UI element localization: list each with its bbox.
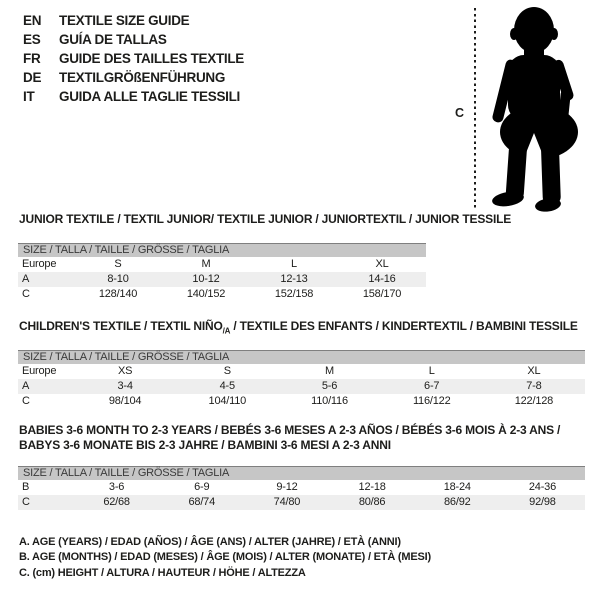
table-row-age	[18, 379, 585, 394]
value-cell: 18-24	[443, 481, 471, 493]
value-cell: 74/80	[273, 496, 301, 508]
header-cell: XL	[375, 258, 389, 270]
title-part: / TEXTILE DES ENFANTS / KINDERTEXTIL / BAMBINI TESSILE	[230, 319, 578, 333]
value-cell: 6-7	[424, 380, 440, 392]
lang-row-de	[23, 68, 244, 87]
footnote-c: C. (cm) HEIGHT / ALTURA / HAUTEUR / HÖHE / ALTEZZA	[19, 566, 306, 579]
lang-row-it	[23, 87, 244, 106]
table-row-age	[18, 272, 426, 287]
guide-title: TEXTILE SIZE GUIDE	[59, 13, 190, 28]
value-cell: 9-12	[276, 481, 298, 493]
header-cell: Europe	[22, 258, 57, 270]
junior-size-table	[18, 243, 426, 302]
size-header-bar: SIZE / TALLA / TAILLE / GRÖSSE / TAGLIA	[18, 466, 585, 480]
value-cell: 98/104	[108, 395, 142, 407]
title-subscript: /A	[222, 326, 231, 336]
header-cell: L	[291, 258, 297, 270]
value-cell: 140/152	[186, 288, 226, 300]
babies-table-title	[19, 423, 560, 452]
row-label: C	[22, 288, 30, 300]
row-label: A	[22, 380, 30, 392]
header-cell: L	[428, 365, 435, 377]
size-header-bar: SIZE / TALLA / TAILLE / GRÖSSE / TAGLIA	[18, 243, 426, 257]
header-cell: XL	[527, 365, 541, 377]
value-cell: 24-36	[528, 481, 557, 493]
guide-title: GUÍA DE TALLAS	[59, 32, 167, 47]
value-cell: 3-4	[117, 380, 133, 392]
language-title-list	[23, 11, 244, 106]
lang-code: FR	[23, 51, 41, 66]
header-cell: XS	[117, 365, 133, 377]
lang-row-fr	[23, 49, 244, 68]
value-cell: 5-6	[321, 380, 338, 392]
guide-title: GUIDA ALLE TAGLIE TESSILI	[59, 89, 240, 104]
footnote-a: A. AGE (YEARS) / EDAD (AÑOS) / ÂGE (ANS) / ALTER (JAHRE) / ETÀ (ANNI)	[19, 536, 401, 548]
children-table-title	[19, 319, 578, 339]
value-cell: 6-9	[194, 481, 210, 493]
table-header-row	[18, 257, 426, 272]
value-cell: 128/140	[98, 288, 138, 300]
value-cell: 80/86	[358, 496, 386, 508]
babies-size-table	[18, 466, 585, 510]
value-cell: 4-5	[219, 380, 235, 392]
baby-silhouette-image	[482, 5, 596, 212]
legend-footnotes	[19, 535, 431, 581]
babies-title-line1: BABIES 3-6 MONTH TO 2-3 YEARS / BEBÉS 3-6 MESES A 2-3 AÑOS / BÉBÉS 3-6 MOIS À 2-3 ANS /	[19, 423, 561, 437]
junior-table-title: JUNIOR TEXTILE / TEXTIL JUNIOR/ TEXTILE JUNIOR / JUNIORTEXTIL / JUNIOR TESSILE	[19, 212, 512, 226]
lang-code: DE	[23, 70, 42, 85]
value-cell: 12-13	[280, 273, 308, 285]
value-cell: 86/92	[444, 496, 471, 508]
value-cell: 152/158	[274, 288, 314, 300]
header-cell: M	[201, 258, 211, 270]
lang-code: EN	[23, 13, 42, 28]
babies-title-line2: BABYS 3-6 MONATE BIS 2-3 JAHRE / BAMBINI 3-6 MESI A 2-3 ANNI	[19, 437, 391, 452]
guide-title: TEXTILGRÖßENFÜHRUNG	[59, 70, 226, 85]
lang-code: ES	[23, 32, 41, 47]
row-label: C	[22, 496, 30, 508]
table-row-height	[18, 394, 585, 409]
table-header-row	[18, 364, 585, 379]
value-cell: 12-18	[358, 481, 386, 493]
header-cell: Europe	[22, 365, 57, 377]
value-cell: 68/74	[188, 496, 216, 508]
guide-title: GUIDE DES TAILLES TEXTILE	[59, 51, 245, 66]
lang-code: IT	[23, 89, 35, 104]
value-cell: 158/170	[362, 288, 402, 300]
row-label: A	[22, 273, 30, 285]
header-cell: M	[325, 365, 334, 377]
value-cell: 14-16	[368, 273, 396, 285]
size-header-bar: SIZE / TALLA / TAILLE / GRÖSSE / TAGLIA	[18, 350, 585, 364]
children-size-table	[18, 350, 585, 409]
value-cell: 3-6	[108, 481, 125, 493]
table-row-height	[18, 495, 585, 510]
value-cell: 92/98	[529, 496, 556, 508]
lang-row-en	[23, 11, 244, 30]
row-label: C	[22, 395, 30, 407]
row-label: B	[22, 481, 30, 493]
value-cell: 116/122	[412, 395, 451, 407]
value-cell: 8-10	[107, 273, 129, 285]
value-cell: 7-8	[526, 380, 542, 392]
value-cell: 122/128	[514, 395, 554, 407]
lang-row-es	[23, 30, 244, 49]
height-measure-dotted-line	[474, 8, 476, 209]
table-row-height	[18, 287, 426, 302]
value-cell: 62/68	[103, 496, 130, 508]
footnote-b: B. AGE (MONTHS) / EDAD (MESES) / ÂGE (MOIS) / ALTER (MONATE) / ETÀ (MESI)	[19, 551, 431, 564]
height-measure-label: C	[455, 106, 465, 120]
value-cell: 104/110	[208, 395, 247, 407]
table-row-age-months	[18, 480, 585, 495]
header-cell: S	[114, 258, 122, 270]
header-cell: S	[223, 365, 231, 377]
value-cell: 10-12	[192, 273, 220, 285]
title-part: CHILDREN'S TEXTILE / TEXTIL NIÑO	[19, 319, 223, 333]
value-cell: 110/116	[311, 395, 348, 407]
